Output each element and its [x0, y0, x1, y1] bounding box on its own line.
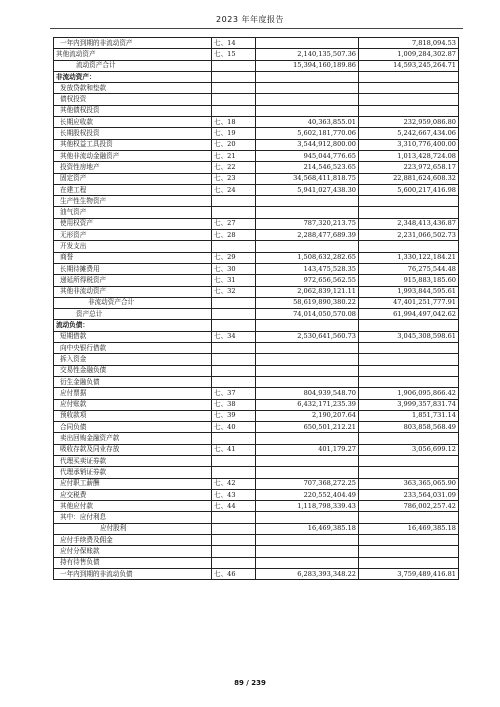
- item-label: 使用权资产: [54, 218, 212, 229]
- item-label: 拆入资金: [54, 354, 212, 365]
- note-ref: [212, 523, 256, 534]
- item-label: 应付手续费及佣金: [54, 535, 212, 546]
- prior-period-value: [359, 94, 459, 105]
- table-row: [54, 184, 459, 195]
- item-label: 预收款项: [54, 410, 212, 421]
- item-label: 长期待摊费用: [54, 263, 212, 274]
- table-row: [54, 535, 459, 546]
- table-row: [54, 309, 459, 320]
- table-row: [54, 331, 459, 342]
- current-period-value: 401,179.27: [256, 444, 359, 455]
- prior-period-value: 5,600,217,416.98: [359, 184, 459, 195]
- table-row: [54, 444, 459, 455]
- note-ref: [212, 83, 256, 94]
- table-row: [54, 252, 459, 263]
- prior-period-value: 2,231,066,502.73: [359, 230, 459, 241]
- current-period-value: 804,939,548.70: [256, 388, 359, 399]
- current-period-value: 34,568,411,818.75: [256, 173, 359, 184]
- current-period-value: 707,368,272.25: [256, 478, 359, 489]
- table-row: [54, 489, 459, 500]
- item-label: 商誉: [54, 252, 212, 263]
- prior-period-value: 76,275,544.48: [359, 263, 459, 274]
- note-ref: 七、24: [212, 184, 256, 195]
- table-row: [54, 297, 459, 308]
- item-label: 应付账款: [54, 399, 212, 410]
- item-label: 其中：应付利息: [54, 512, 212, 523]
- prior-period-value: 1,013,428,724.08: [359, 150, 459, 161]
- current-period-value: 2,140,135,507.36: [256, 49, 359, 60]
- table-row: [54, 218, 459, 229]
- item-label: 短期借款: [54, 331, 212, 342]
- prior-period-value: [359, 455, 459, 466]
- header-divider: [50, 28, 463, 29]
- item-label: 长期股权投资: [54, 128, 212, 139]
- current-period-value: 787,320,213.75: [256, 218, 359, 229]
- note-ref: 七、42: [212, 478, 256, 489]
- note-ref: 七、30: [212, 263, 256, 274]
- page-number: 89 / 239: [234, 679, 266, 687]
- note-ref: 七、34: [212, 331, 256, 342]
- item-label: 其他流动资产: [54, 49, 212, 60]
- table-row: [54, 263, 459, 274]
- item-label: 持有待售负债: [54, 557, 212, 568]
- table-row: [54, 422, 459, 433]
- prior-period-value: [359, 343, 459, 354]
- prior-period-value: 5,242,667,434.06: [359, 128, 459, 139]
- item-label: 其他权益工具投资: [54, 139, 212, 150]
- item-label: 在建工程: [54, 184, 212, 195]
- note-ref: 七、28: [212, 230, 256, 241]
- current-period-value: 16,469,385.18: [256, 523, 359, 534]
- prior-period-value: [359, 365, 459, 376]
- note-ref: 七、18: [212, 117, 256, 128]
- note-ref: [212, 196, 256, 207]
- table-row: [54, 467, 459, 478]
- table-row: [54, 501, 459, 512]
- prior-period-value: 7,818,094.53: [359, 38, 459, 49]
- current-period-value: [256, 455, 359, 466]
- note-ref: 七、23: [212, 173, 256, 184]
- table-row: [54, 49, 459, 60]
- prior-period-value: [359, 71, 459, 82]
- current-period-value: 214,546,523.65: [256, 162, 359, 173]
- note-ref: 七、27: [212, 218, 256, 229]
- prior-period-value: [359, 535, 459, 546]
- item-label: 非流动资产合计: [54, 297, 212, 308]
- item-label: 合同负债: [54, 422, 212, 433]
- current-period-value: 945,044,776.65: [256, 150, 359, 161]
- current-period-value: [256, 365, 359, 376]
- prior-period-value: [359, 105, 459, 116]
- table-row: [54, 455, 459, 466]
- prior-period-value: [359, 196, 459, 207]
- section-heading: 非流动资产：: [54, 71, 212, 82]
- prior-period-value: 223,972,658.17: [359, 162, 459, 173]
- prior-period-value: [359, 467, 459, 478]
- table-row: [54, 150, 459, 161]
- item-label: 其他债权投资: [54, 105, 212, 116]
- note-ref: [212, 433, 256, 444]
- item-label: 开发支出: [54, 241, 212, 252]
- current-period-value: [256, 512, 359, 523]
- item-label: 发放贷款和垫款: [54, 83, 212, 94]
- prior-period-value: [359, 83, 459, 94]
- table-row: [54, 523, 459, 534]
- item-label: 油气资产: [54, 207, 212, 218]
- note-ref: 七、32: [212, 286, 256, 297]
- current-period-value: 3,544,912,800.00: [256, 139, 359, 150]
- note-ref: [212, 297, 256, 308]
- table-row: [54, 410, 459, 421]
- table-row: [54, 376, 459, 387]
- note-ref: [212, 376, 256, 387]
- current-period-value: 220,552,404.49: [256, 489, 359, 500]
- note-ref: 七、40: [212, 422, 256, 433]
- prior-period-value: [359, 354, 459, 365]
- current-period-value: 15,394,160,189.86: [256, 60, 359, 71]
- current-period-value: 6,283,393,348.22: [256, 568, 359, 579]
- table-row: [54, 128, 459, 139]
- item-label: 代理买卖证券款: [54, 455, 212, 466]
- current-period-value: 1,508,632,282.65: [256, 252, 359, 263]
- prior-period-value: [359, 433, 459, 444]
- prior-period-value: 363,365,065.90: [359, 478, 459, 489]
- table-row: [54, 83, 459, 94]
- note-ref: [212, 241, 256, 252]
- item-label: 交易性金融负债: [54, 365, 212, 376]
- table-row: [54, 478, 459, 489]
- note-ref: [212, 105, 256, 116]
- table-row: [54, 139, 459, 150]
- table-row: [54, 241, 459, 252]
- item-label: 衍生金融负债: [54, 376, 212, 387]
- item-label: 应付职工薪酬: [54, 478, 212, 489]
- table-row: [54, 365, 459, 376]
- current-period-value: 2,062,839,121.11: [256, 286, 359, 297]
- table-row: [54, 230, 459, 241]
- current-period-value: [256, 38, 359, 49]
- current-period-value: [256, 71, 359, 82]
- current-period-value: [256, 535, 359, 546]
- current-period-value: 1,118,798,339.43: [256, 501, 359, 512]
- note-ref: [212, 512, 256, 523]
- prior-period-value: 1,009,284,302.87: [359, 49, 459, 60]
- prior-period-value: [359, 241, 459, 252]
- item-label: 应交税费: [54, 489, 212, 500]
- current-period-value: 5,602,181,770.06: [256, 128, 359, 139]
- table-row: [54, 105, 459, 116]
- prior-period-value: 3,045,308,598.61: [359, 331, 459, 342]
- current-period-value: 6,432,171,235.39: [256, 399, 359, 410]
- prior-period-value: 16,469,385.18: [359, 523, 459, 534]
- note-ref: 七、43: [212, 489, 256, 500]
- note-ref: 七、38: [212, 399, 256, 410]
- prior-period-value: 3,056,699.12: [359, 444, 459, 455]
- current-period-value: [256, 354, 359, 365]
- prior-period-value: 47,401,251,777.91: [359, 297, 459, 308]
- current-period-value: [256, 557, 359, 568]
- note-ref: 七、46: [212, 568, 256, 579]
- table-row: [54, 162, 459, 173]
- item-label: 资产总计: [54, 309, 212, 320]
- note-ref: 七、29: [212, 252, 256, 263]
- note-ref: 七、37: [212, 388, 256, 399]
- prior-period-value: 1,851,731.14: [359, 410, 459, 421]
- current-period-value: [256, 467, 359, 478]
- item-label: 流动资产合计: [54, 60, 212, 71]
- current-period-value: 40,363,855.01: [256, 117, 359, 128]
- note-ref: [212, 455, 256, 466]
- table-row: [54, 568, 459, 579]
- note-ref: 七、14: [212, 38, 256, 49]
- note-ref: [212, 207, 256, 218]
- table-row: [54, 94, 459, 105]
- item-label: 应付股利: [54, 523, 212, 534]
- item-label: 一年内到期的非流动负债: [54, 568, 212, 579]
- note-ref: [212, 467, 256, 478]
- item-label: 应付分保账款: [54, 546, 212, 557]
- current-period-value: 2,190,207.64: [256, 410, 359, 421]
- table-row: [54, 512, 459, 523]
- item-label: 卖出回购金融资产款: [54, 433, 212, 444]
- table-row: [54, 557, 459, 568]
- item-label: 债权投资: [54, 94, 212, 105]
- prior-period-value: 14,593,245,264.71: [359, 60, 459, 71]
- table-row: [54, 343, 459, 354]
- prior-period-value: [359, 557, 459, 568]
- table-row: [54, 207, 459, 218]
- prior-period-value: 3,759,489,416.81: [359, 568, 459, 579]
- table-row: [54, 399, 459, 410]
- current-period-value: 972,656,562.55: [256, 275, 359, 286]
- item-label: 无形资产: [54, 230, 212, 241]
- prior-period-value: 1,993,844,595.61: [359, 286, 459, 297]
- prior-period-value: 1,330,122,184.21: [359, 252, 459, 263]
- note-ref: [212, 71, 256, 82]
- note-ref: [212, 343, 256, 354]
- prior-period-value: [359, 512, 459, 523]
- current-period-value: [256, 207, 359, 218]
- balance-sheet-table: [53, 37, 459, 580]
- prior-period-value: 61,994,497,042.62: [359, 309, 459, 320]
- current-period-value: 143,475,528.35: [256, 263, 359, 274]
- prior-period-value: 803,858,568.49: [359, 422, 459, 433]
- table-row: [54, 117, 459, 128]
- note-ref: [212, 309, 256, 320]
- current-period-value: [256, 105, 359, 116]
- item-label: 生产性生物资产: [54, 196, 212, 207]
- prior-period-value: 2,348,413,436.87: [359, 218, 459, 229]
- note-ref: [212, 535, 256, 546]
- note-ref: 七、31: [212, 275, 256, 286]
- item-label: 固定资产: [54, 173, 212, 184]
- current-period-value: 650,501,212.21: [256, 422, 359, 433]
- prior-period-value: [359, 320, 459, 331]
- current-period-value: [256, 94, 359, 105]
- item-label: 投资性房地产: [54, 162, 212, 173]
- note-ref: [212, 94, 256, 105]
- current-period-value: [256, 343, 359, 354]
- current-period-value: 58,619,890,380.22: [256, 297, 359, 308]
- note-ref: 七、22: [212, 162, 256, 173]
- note-ref: [212, 354, 256, 365]
- table-row: [54, 354, 459, 365]
- current-period-value: [256, 376, 359, 387]
- item-label: 吸收存款及同业存放: [54, 444, 212, 455]
- table-row: [54, 60, 459, 71]
- table-row: [54, 433, 459, 444]
- prior-period-value: 1,906,095,866.42: [359, 388, 459, 399]
- page-header: 2023 年年度报告: [216, 15, 284, 24]
- table-row: [54, 173, 459, 184]
- item-label: 应付票据: [54, 388, 212, 399]
- table-row: [54, 38, 459, 49]
- note-ref: [212, 60, 256, 71]
- prior-period-value: 3,310,776,400.00: [359, 139, 459, 150]
- current-period-value: 2,530,641,560.73: [256, 331, 359, 342]
- prior-period-value: 22,881,624,608.32: [359, 173, 459, 184]
- current-period-value: [256, 546, 359, 557]
- prior-period-value: [359, 207, 459, 218]
- prior-period-value: 915,883,185.60: [359, 275, 459, 286]
- current-period-value: [256, 241, 359, 252]
- note-ref: 七、39: [212, 410, 256, 421]
- item-label: 其他应付款: [54, 501, 212, 512]
- note-ref: 七、41: [212, 444, 256, 455]
- table-row: [54, 196, 459, 207]
- prior-period-value: 233,564,031.09: [359, 489, 459, 500]
- note-ref: 七、21: [212, 150, 256, 161]
- note-ref: [212, 320, 256, 331]
- item-label: 代理承销证券款: [54, 467, 212, 478]
- current-period-value: [256, 320, 359, 331]
- note-ref: 七、15: [212, 49, 256, 60]
- current-period-value: 5,941,027,438.30: [256, 184, 359, 195]
- note-ref: [212, 365, 256, 376]
- section-heading: 流动负债：: [54, 320, 212, 331]
- prior-period-value: 232,959,086.80: [359, 117, 459, 128]
- item-label: 向中央银行借款: [54, 343, 212, 354]
- table-row: [54, 286, 459, 297]
- table-row: [54, 275, 459, 286]
- prior-period-value: 786,002,257.42: [359, 501, 459, 512]
- prior-period-value: 3,999,357,831.74: [359, 399, 459, 410]
- current-period-value: [256, 196, 359, 207]
- note-ref: 七、19: [212, 128, 256, 139]
- balance-sheet-body: [54, 38, 459, 580]
- item-label: 长期应收款: [54, 117, 212, 128]
- item-label: 一年内到期的非流动资产: [54, 38, 212, 49]
- note-ref: [212, 546, 256, 557]
- current-period-value: [256, 83, 359, 94]
- note-ref: 七、44: [212, 501, 256, 512]
- prior-period-value: [359, 546, 459, 557]
- note-ref: 七、20: [212, 139, 256, 150]
- current-period-value: 74,014,050,570.08: [256, 309, 359, 320]
- table-row: [54, 546, 459, 557]
- item-label: 其他非流动资产: [54, 286, 212, 297]
- item-label: 递延所得税资产: [54, 275, 212, 286]
- table-row: [54, 320, 459, 331]
- item-label: 其他非流动金融资产: [54, 150, 212, 161]
- table-row: [54, 71, 459, 82]
- current-period-value: 2,288,477,689.39: [256, 230, 359, 241]
- note-ref: [212, 557, 256, 568]
- table-row: [54, 388, 459, 399]
- current-period-value: [256, 433, 359, 444]
- prior-period-value: [359, 376, 459, 387]
